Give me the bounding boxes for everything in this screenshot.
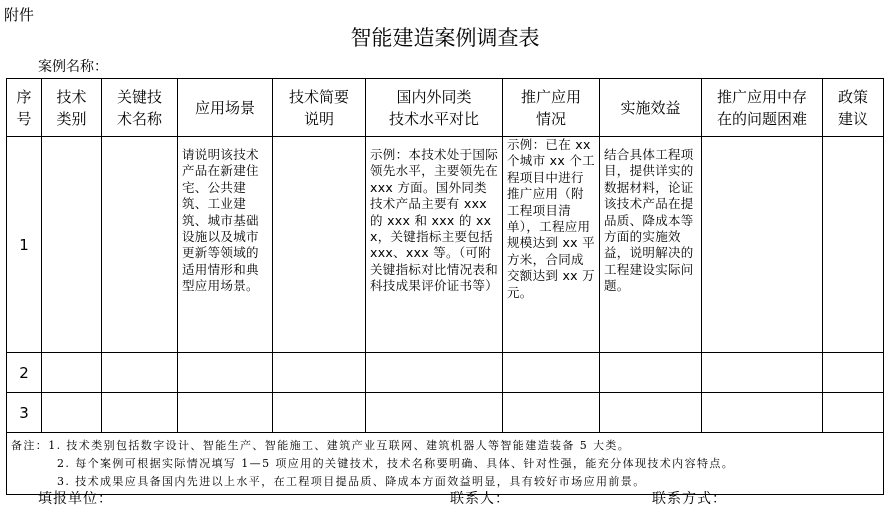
note-item-1: 备注：1. 技术类别包括数字设计、智能生产、智能施工、建筑产业互联网、建筑机器人等智能建造装备 5 大类。	[11, 438, 631, 452]
page-title: 智能建造案例调查表	[350, 26, 540, 50]
cell-tech-brief[interactable]	[273, 393, 366, 433]
table-row	[7, 393, 884, 433]
cell-policy-suggestions[interactable]	[823, 393, 884, 433]
cell-key-tech-name[interactable]	[102, 137, 178, 353]
cell-application-scenario[interactable]: 请说明该技术产品在新建住宅、公共建筑、工业建筑、城市基础设施以及城市更新等领域的适用情形和典型应用场景。	[178, 137, 273, 353]
col-header-key-tech-name: 关键技 术名称	[102, 79, 178, 137]
notes-row	[7, 433, 884, 495]
cell-application-scenario[interactable]	[178, 353, 273, 393]
attachment-label: 附件	[4, 6, 35, 24]
table-row	[7, 353, 884, 393]
cell-benefits[interactable]: 结合具体工程项目，提供详实的数据材料，论证该技术产品在提品质、降成本等方面的实施效益，说明解决的工程建设实际问题。	[600, 137, 702, 353]
survey-table	[6, 78, 884, 495]
notes-label: 备注：	[11, 438, 49, 452]
cell-tech-comparison[interactable]: 示例：本技术处于国际领先水平，主要领先在 xxx 方面。国外同类技术产品主要有 xxx 的 xxx 和 xxx 的 xxx，关键指标主要包括 xxx、xxx 等。（可附关键指标对比情况表和科技成果评价证书等）	[366, 137, 503, 353]
cell-policy-suggestions[interactable]	[823, 353, 884, 393]
note-item-2: 2. 每个案例可根据实际情况填写 1—5 项应用的关键技术，技术名称要明确、具体、针对性强，能充分体现技术内容特点。	[57, 456, 735, 470]
cell-promotion-status[interactable]	[503, 393, 600, 433]
col-header-tech-brief: 技术简要 说明	[273, 79, 366, 137]
reporting-unit-label: 填报单位：	[38, 491, 113, 507]
notes-cell	[7, 433, 884, 495]
cell-tech-brief[interactable]	[273, 137, 366, 353]
cell-index: 2	[7, 353, 42, 393]
cell-benefits[interactable]	[600, 393, 702, 433]
cell-problems[interactable]	[702, 353, 823, 393]
cell-problems[interactable]	[702, 137, 823, 353]
col-header-promotion-status: 推广应用 情况	[503, 79, 600, 137]
col-header-policy-suggestions: 政策 建议	[823, 79, 884, 137]
cell-benefits[interactable]	[600, 353, 702, 393]
contact-person-label: 联系人：	[450, 491, 510, 507]
table-header-row	[7, 79, 884, 137]
cell-application-scenario[interactable]	[178, 393, 273, 433]
col-header-problems: 推广应用中存 在的问题困难	[702, 79, 823, 137]
cell-policy-suggestions[interactable]	[823, 137, 884, 353]
cell-key-tech-name[interactable]	[102, 393, 178, 433]
cell-promotion-status[interactable]: 示例：已在 xx 个城市 xx 个工程项目中进行推广应用（附工程项目清单），工程应用规模达到 xx 平方米，合同成交额达到 xx 万元。	[503, 137, 600, 353]
cell-problems[interactable]	[702, 393, 823, 433]
cell-promotion-status[interactable]	[503, 353, 600, 393]
cell-tech-comparison[interactable]	[366, 393, 503, 433]
cell-tech-brief[interactable]	[273, 353, 366, 393]
case-name-label: 案例名称：	[38, 59, 108, 75]
col-header-tech-category: 技术 类别	[42, 79, 102, 137]
cell-tech-comparison[interactable]	[366, 353, 503, 393]
col-header-benefits: 实施效益	[600, 79, 702, 137]
contact-info-label: 联系方式：	[652, 491, 727, 507]
col-header-index: 序 号	[7, 79, 42, 137]
col-header-application-scenario: 应用场景	[178, 79, 273, 137]
col-header-tech-comparison: 国内外同类 技术水平对比	[366, 79, 503, 137]
cell-tech-category[interactable]	[42, 137, 102, 353]
cell-tech-category[interactable]	[42, 393, 102, 433]
cell-tech-category[interactable]	[42, 353, 102, 393]
cell-key-tech-name[interactable]	[102, 353, 178, 393]
note-item-3: 3. 技术成果应具备国内先进以上水平，在工程项目提品质、降成本方面效益明显，具有较好市场应用前景。	[57, 474, 646, 488]
table-row	[7, 137, 884, 353]
cell-index: 3	[7, 393, 42, 433]
cell-index: 1	[7, 137, 42, 353]
